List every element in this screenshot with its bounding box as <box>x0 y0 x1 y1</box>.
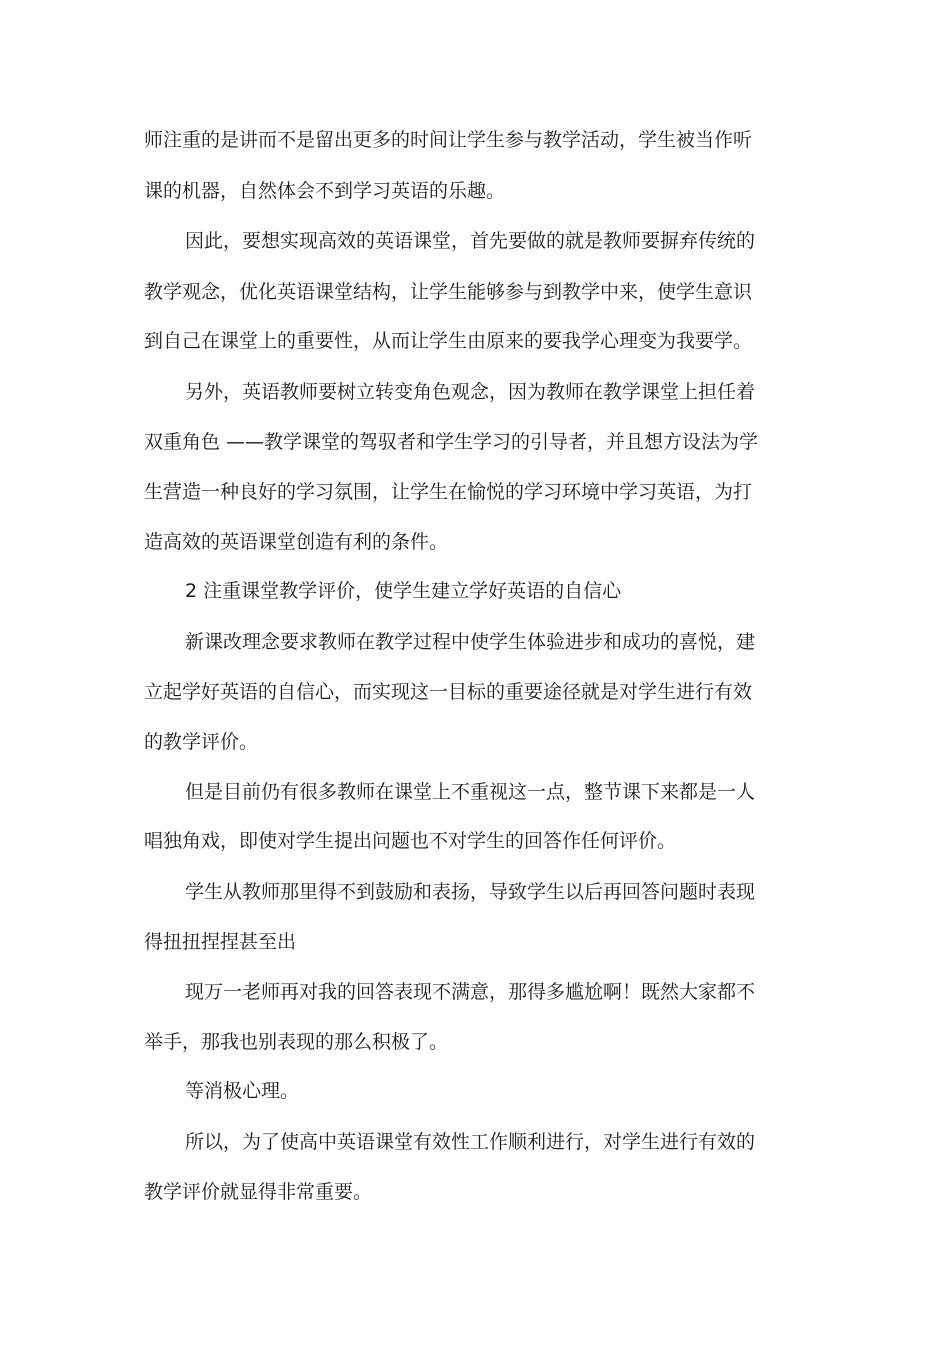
text-line: 立起学好英语的自信心，而实现这一目标的重要途径就是对学生进行有效 <box>144 681 753 703</box>
section-heading: 2 注重课堂教学评价，使学生建立学好英语的自信心 <box>185 580 622 602</box>
text-line: 教学观念，优化英语课堂结构，让学生能够参与到教学中来，使学生意识 <box>144 281 753 303</box>
text-line: 教学评价就显得非常重要。 <box>144 1181 373 1203</box>
text-line: 师注重的是讲而不是留出更多的时间让学生参与教学活动，学生被当作听 <box>144 129 753 151</box>
text-line: 得扭扭捏捏甚至出 <box>144 931 297 953</box>
text-line: 双重角色 ——教学课堂的驾驭者和学生学习的引导者，并且想方设法为学 <box>144 431 759 453</box>
text-line: 的教学评价。 <box>144 731 259 753</box>
text-line: 课的机器，自然体会不到学习英语的乐趣。 <box>144 180 506 202</box>
text-line: 举手，那我也别表现的那么积极了。 <box>144 1031 449 1053</box>
text-line: 所以，为了使高中英语课堂有效性工作顺利进行，对学生进行有效的 <box>185 1131 756 1153</box>
text-line: 唱独角戏，即使对学生提出问题也不对学生的回答作任何评价。 <box>144 830 677 852</box>
text-line: 现万一老师再对我的回答表现不满意，那得多尴尬啊！既然大家都不 <box>185 981 756 1003</box>
text-line: 新课改理念要求教师在教学过程中使学生体验进步和成功的喜悦，建 <box>185 631 756 653</box>
text-line: 造高效的英语课堂创造有利的条件。 <box>144 531 449 553</box>
text-line: 等消极心理。 <box>185 1080 300 1102</box>
text-line: 另外，英语教师要树立转变角色观念，因为教师在教学课堂上担任着 <box>185 381 756 403</box>
text-line: 到自己在课堂上的重要性，从而让学生由原来的要我学心理变为我要学。 <box>144 330 753 352</box>
text-line: 学生从教师那里得不到鼓励和表扬，导致学生以后再回答问题时表现 <box>185 881 756 903</box>
text-line: 因此，要想实现高效的英语课堂，首先要做的就是教师要摒弃传统的 <box>185 230 756 252</box>
text-line: 生营造一种良好的学习氛围，让学生在愉悦的学习环境中学习英语，为打 <box>144 481 753 503</box>
text-line: 但是目前仍有很多教师在课堂上不重视这一点，整节课下来都是一人 <box>185 781 756 803</box>
